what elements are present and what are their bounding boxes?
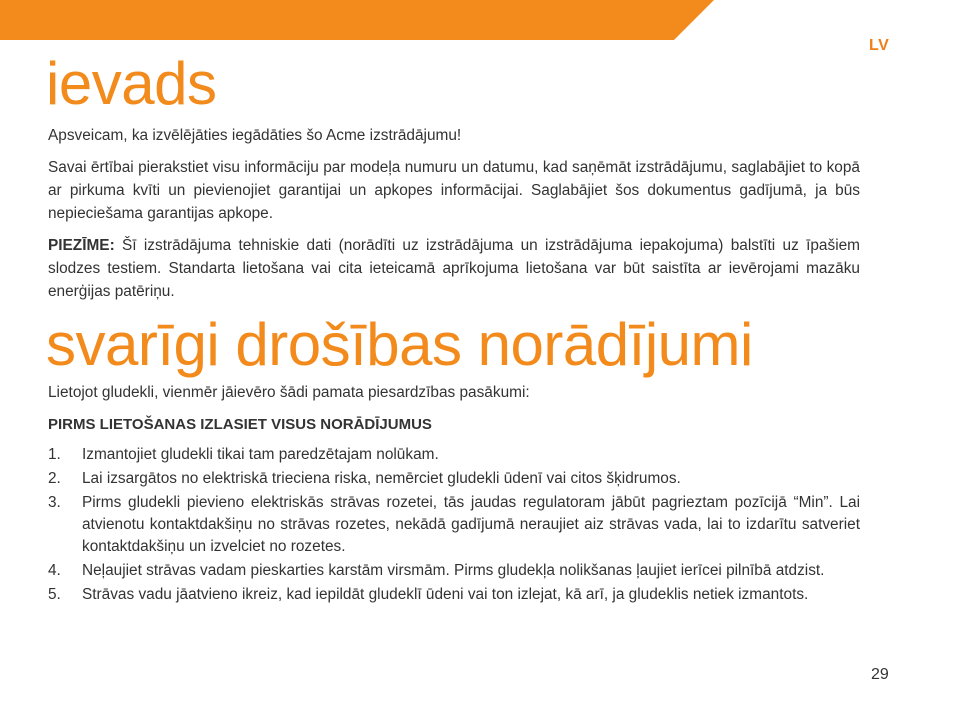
- note-label: PIEZĪME:: [48, 237, 115, 254]
- list-item-number: 1.: [48, 446, 61, 463]
- list-item-number: 2.: [48, 470, 61, 487]
- safety-subheading: PIRMS LIETOŠANAS IZLASIET VISUS NORĀDĪJUMUS: [48, 416, 432, 433]
- list-item: [48, 492, 860, 558]
- header-accent-bar: [0, 0, 714, 40]
- list-item-text: Neļaujiet strāvas vadam pieskarties karstām virsmām. Pirms gludekļa nolikšanas ļaujiet ierīcei pilnībā atdzist.: [82, 562, 825, 579]
- list-item-number: 5.: [48, 586, 61, 603]
- list-item: [48, 444, 860, 466]
- list-item-text: Pirms gludekli pievieno elektriskās strāvas rozetei, tās jaudas regulatoram jābūt pagrieztam pozīcijā “Min”. Lai atvienotu kontaktdakšiņu no strāvas rozetes, nekādā gadījumā neraujiet aiz strāvas vada, lai to izdarītu satveriet kontaktdakšiņu un izvelciet no rozetes.: [82, 494, 860, 555]
- list-item: [48, 584, 860, 606]
- list-item-text: Lai izsargātos no elektriskā trieciena riska, nemērciet gludekli ūdenī vai citos šķidrumos.: [82, 470, 681, 487]
- list-item-text: Strāvas vadu jāatvieno ikreiz, kad iepildāt gludeklī ūdeni vai ton izlejat, kā arī, ja gludeklis netiek izmantots.: [82, 586, 809, 603]
- page-number: 29: [871, 666, 889, 683]
- note-paragraph: [48, 234, 860, 303]
- safety-title: svarīgi drošības norādījumi: [46, 311, 753, 378]
- list-item: [48, 560, 860, 582]
- note-text: Šī izstrādājuma tehniskie dati (norādīti uz izstrādājuma un izstrādājuma iepakojuma) balstīti uz īpašiem slodzes testiem. Standarta lietošana vai cita ieteicamā aprīkojuma lietošana var būt saistīta ar ievērojami mazāku enerģijas patēriņu.: [48, 237, 860, 300]
- intro-title: ievads: [46, 50, 217, 117]
- welcome-paragraph: Apsveicam, ka izvēlējāties iegādāties šo Acme izstrādājumu!: [48, 127, 462, 144]
- usage-paragraph: Lietojot gludekli, vienmēr jāievēro šādi pamata piesardzības pasākumi:: [48, 384, 530, 401]
- language-code: LV: [869, 37, 890, 54]
- list-item: [48, 468, 860, 490]
- record-paragraph: Savai ērtībai pierakstiet visu informāciju par modeļa numuru un datumu, kad saņēmāt izstrādājumu, saglabājiet to kopā ar pirkuma kvīti un pievienojiet garantijai un apkopes informācijai. Saglabājiet šos dokumentus gadījumā, ja būs nepieciešama garantijas apkope.: [48, 159, 860, 222]
- safety-instructions-list: [48, 444, 860, 608]
- list-item-number: 4.: [48, 562, 61, 579]
- list-item-text: Izmantojiet gludekli tikai tam paredzētajam nolūkam.: [82, 446, 439, 463]
- list-item-number: 3.: [48, 494, 61, 511]
